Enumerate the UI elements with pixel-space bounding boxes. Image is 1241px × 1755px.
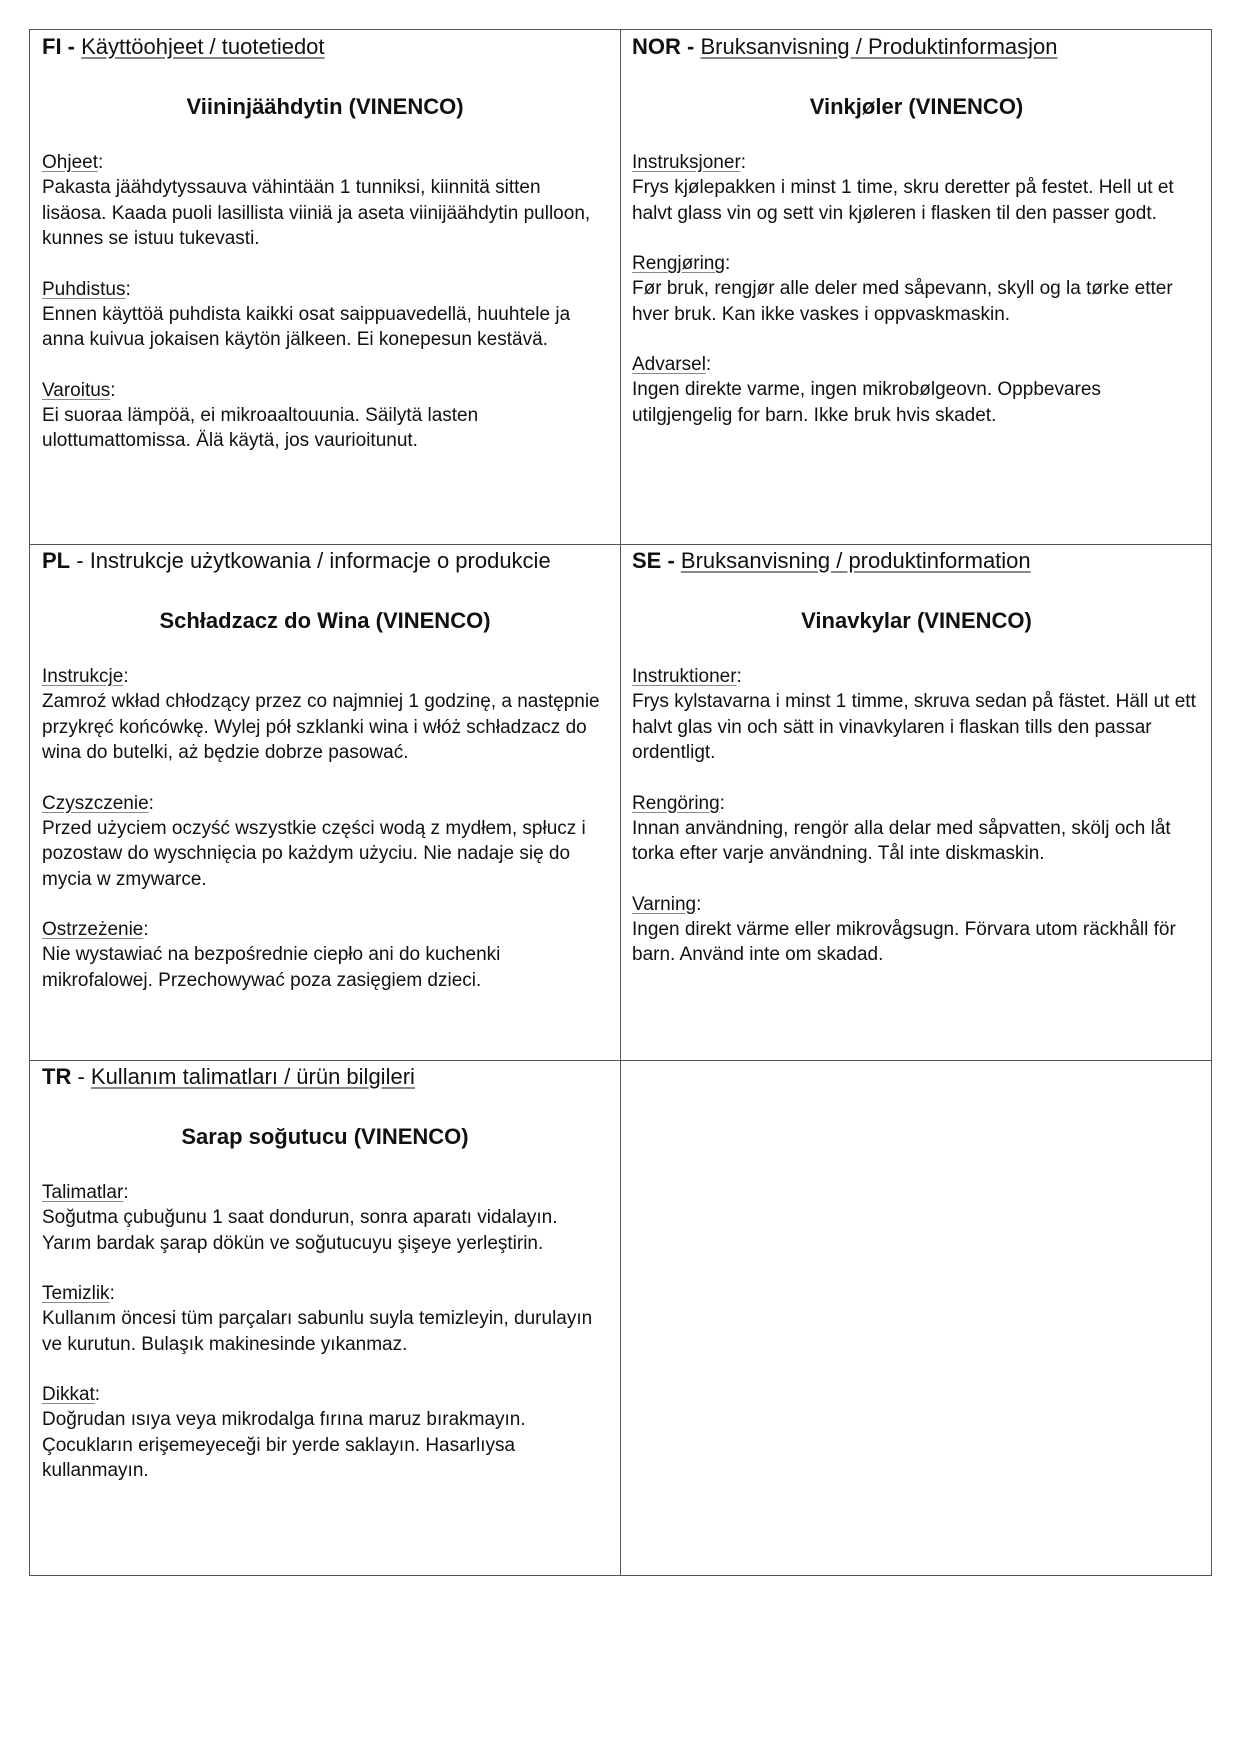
section-label: Instrukcje: (42, 666, 129, 687)
section-warning (42, 1382, 608, 1484)
section-cleaning (42, 277, 608, 353)
section-label: Dikkat: (42, 1384, 101, 1405)
section-label: Rengöring: (632, 792, 725, 814)
section-cleaning (632, 791, 1201, 867)
product-title: Viininjäähdytin (VINENCO) (186, 94, 464, 119)
section-label: Advarsel: (632, 354, 712, 375)
section-warning (42, 917, 608, 993)
cell-se (620, 544, 1213, 1060)
section-cleaning (42, 791, 608, 893)
header-title: Bruksanvisning / produktinformation (680, 548, 1031, 573)
product-title: Schładzacz do Wina (VINENCO) (159, 608, 491, 633)
section-warning (632, 892, 1201, 968)
cell-header: SE - Bruksanvisning / produktinformation (632, 548, 1031, 573)
section-body: Ingen direkte varme, ingen mikrobølgeovn. Oppbevares utilgjengelig for barn. Ikke bruk hvis skadet. (632, 379, 1101, 426)
section-body: Nie wystawiać na bezpośrednie ciepło ani do kuchenki mikrofalowej. Przechowywać poza zasięgiem dzieci. (42, 944, 501, 991)
language-code: NOR (632, 34, 681, 59)
section-instructions (42, 150, 608, 252)
language-code: PL (42, 548, 71, 573)
section-instructions (42, 664, 608, 766)
product-title: Vinavkylar (VINENCO) (801, 608, 1032, 633)
section-label: Puhdistus: (42, 278, 131, 300)
language-code: FI (42, 34, 62, 59)
section-label: Varning: (632, 893, 702, 915)
header-title: Instrukcje użytkowania / informacje o produkcie (89, 548, 551, 573)
section-label: Varoitus: (42, 379, 116, 401)
product-title: Vinkjøler (VINENCO) (809, 94, 1024, 119)
section-body: Ennen käyttöä puhdista kaikki osat saippuavedellä, huuhtele ja anna kuivua jokaisen käytön jälkeen. Ei konepesun kestävä. (42, 303, 571, 350)
section-body: Kullanım öncesi tüm parçaları sabunlu suyla temizleyin, durulayın ve kurutun. Bulaşık makinesinde yıkanmaz. (42, 1308, 593, 1355)
product-info-table (29, 29, 1212, 1576)
section-label: Instruktioner: (632, 666, 742, 687)
section-cleaning (632, 251, 1201, 327)
section-warning (632, 352, 1201, 428)
section-body: Frys kjølepakken i minst 1 time, skru deretter på festet. Hell ut et halvt glass vin og sett vin kjøleren i flasken til den passer godt. (632, 177, 1174, 224)
section-body: Frys kylstavarna i minst 1 timme, skruva sedan på fästet. Häll ut ett halvt glas vin och sätt in vinavkylaren i flaskan tills den passar ordentligt. (632, 691, 1196, 763)
section-instructions (632, 664, 1201, 766)
section-cleaning (42, 1281, 608, 1357)
cell-header: NOR - Bruksanvisning / Produktinformasjon (632, 34, 1058, 59)
section-body: Doğrudan ısıya veya mikrodalga fırına maruz bırakmayın. Çocukların erişemeyeceği bir yerde saklayın. Hasarlıysa kullanmayın. (42, 1409, 526, 1481)
cell-pl (30, 544, 620, 1060)
product-title: Sarap soğutucu (VINENCO) (181, 1124, 469, 1149)
cell-header: TR - Kullanım talimatları / ürün bilgileri (42, 1064, 415, 1089)
section-body: Ingen direkt värme eller mikrovågsugn. Förvara utom räckhåll för barn. Använd inte om skadad. (632, 918, 1176, 965)
language-code: TR (42, 1064, 72, 1089)
section-body: Zamroź wkład chłodzący przez co najmniej 1 godzinę, a następnie przykręć końcówkę. Wylej pół szklanki wina i włóż schładzacz do wina do butelki, aż będzie dobrze pasować. (42, 691, 600, 763)
section-label: Temizlik: (42, 1283, 115, 1304)
cell-tr (30, 1060, 620, 1574)
section-warning (42, 378, 608, 454)
language-code: SE (632, 548, 662, 573)
section-body: Pakasta jäähdytyssauva vähintään 1 tunniksi, kiinnitä sitten lisäosa. Kaada puoli lasillista viiniä ja aseta viinijäähdytin pulloon, kunnes se istuu tukevasti. (42, 177, 591, 249)
section-label: Czyszczenie: (42, 792, 154, 814)
cell-empty (620, 1060, 1213, 1574)
section-label: Talimatlar: (42, 1182, 129, 1203)
section-label: Instruksjoner: (632, 152, 747, 173)
cell-nor (620, 30, 1213, 544)
section-instructions (42, 1180, 608, 1256)
section-body: Przed użyciem oczyść wszystkie części wodą z mydłem, spłucz i pozostaw do wyschnięcia po każdym użyciu. Nie nadaje się do mycia w zmywarce. (42, 817, 586, 890)
section-body: Ei suoraa lämpöä, ei mikroaaltouunia. Säilytä lasten ulottumattomissa. Älä käytä, jos vaurioitunut. (42, 404, 479, 451)
cell-fi (30, 30, 620, 544)
header-title: Bruksanvisning / Produktinformasjon (700, 34, 1058, 59)
header-title: Käyttöohjeet / tuotetiedot (81, 34, 325, 59)
cell-header: PL - Instrukcje użytkowania / informacje o produkcie (42, 548, 551, 573)
header-title: Kullanım talimatları / ürün bilgileri (90, 1064, 415, 1089)
cell-header: FI - Käyttöohjeet / tuotetiedot (42, 34, 325, 59)
section-body: Innan användning, rengör alla delar med såpvatten, skölj och låt torka efter varje användning. Tål inte diskmaskin. (632, 817, 1171, 864)
section-instructions (632, 150, 1201, 226)
section-label: Ostrzeżenie: (42, 919, 149, 940)
section-label: Ohjeet: (42, 152, 104, 173)
section-label: Rengjøring: (632, 253, 731, 274)
section-body: Før bruk, rengjør alle deler med såpevann, skyll og la tørke etter hver bruk. Kan ikke vaskes i oppvaskmaskin. (632, 278, 1173, 325)
section-body: Soğutma çubuğunu 1 saat dondurun, sonra aparatı vidalayın. Yarım bardak şarap dökün ve soğutucuyu şişeye yerleştirin. (42, 1207, 558, 1254)
